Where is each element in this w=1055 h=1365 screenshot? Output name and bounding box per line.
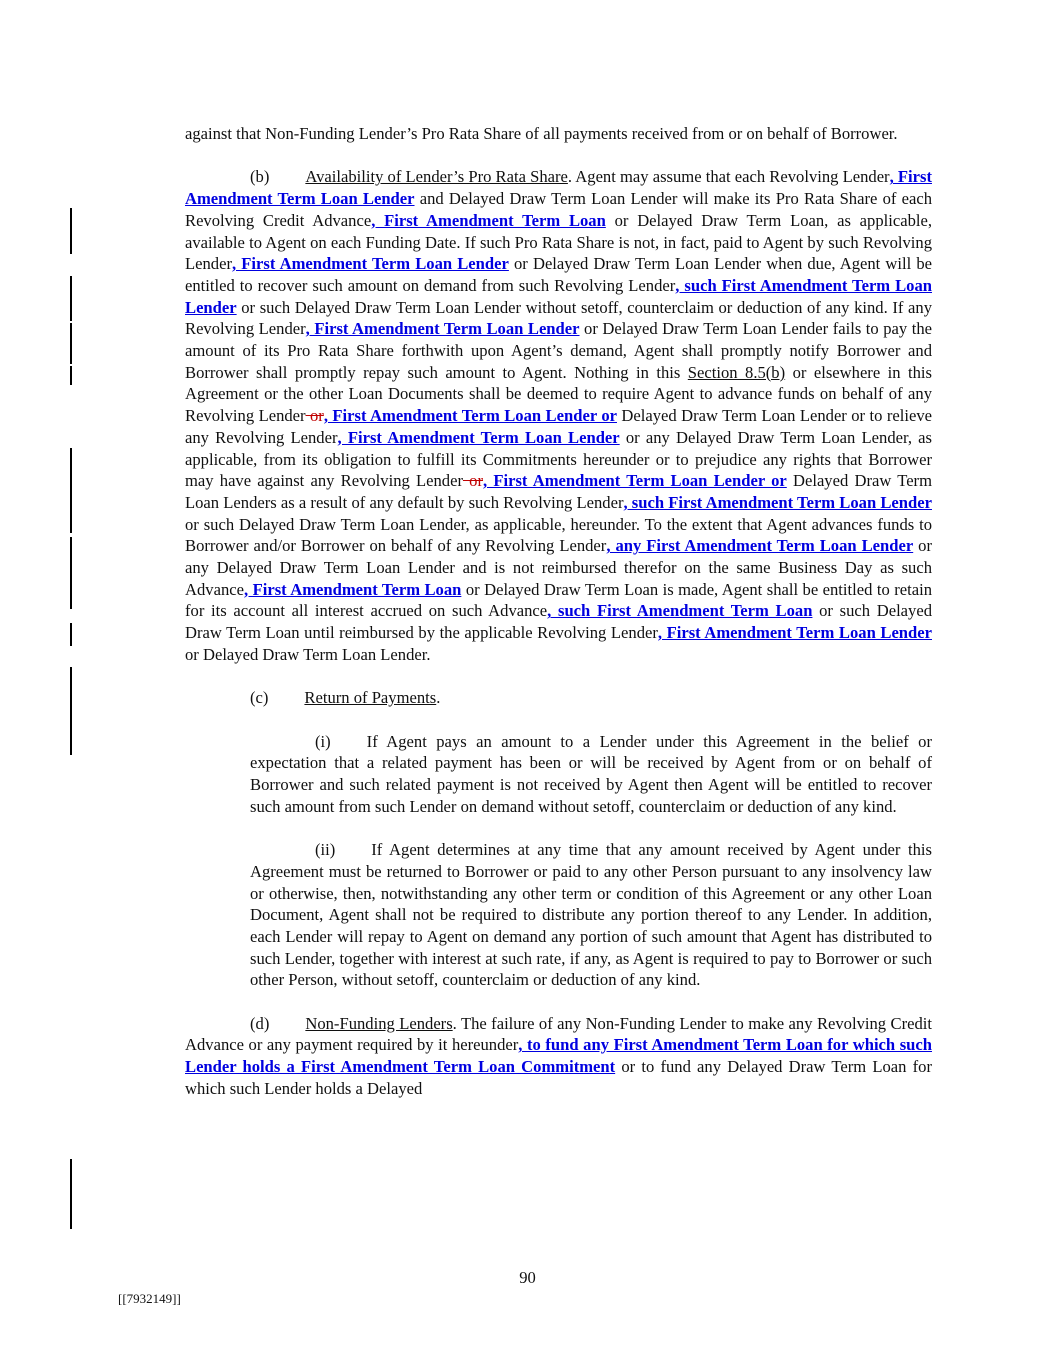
page-body-text <box>185 123 932 1121</box>
paragraph-b-availability <box>185 166 932 665</box>
text-run: or Delayed Draw Term Loan Lender. <box>185 644 431 664</box>
change-bar <box>70 323 72 364</box>
text-run: against that Non-Funding Lender’s Pro Rata Share of all payments received from or on behalf of Borrower. <box>185 124 898 143</box>
text-run: If Agent pays an amount to a Lender under this Agreement in the belief or expectation that a related payment has been or will be received by Agent from or on behalf of Borrower and such related payment is not received by Agent then Agent will be entitled to recover such amount from such Lender on demand without setoff, counterclaim or deduction of any kind. <box>250 731 932 816</box>
text-run: (b) <box>250 167 270 187</box>
text-run: or such Delayed Draw Term Loan until reimbursed by the applicable Revolving Lender <box>185 601 933 643</box>
text-run: . Agent may assume that each Revolving Lender <box>567 167 890 187</box>
text-run: Section 8.5(b) <box>687 362 786 382</box>
text-run: , such First Amendment Term Loan Lender <box>623 492 932 512</box>
document-id-tag: [[7932149]] <box>118 1291 181 1306</box>
text-run: (ii) <box>315 840 336 860</box>
text-run: , First Amendment Term Loan Lender <box>232 254 509 274</box>
text-run: , First Amendment Term Loan <box>243 579 462 599</box>
text-run: or Delayed Draw Term Loan is made, Agent shall be entitled to retain for its account all interest accrued on such Advance <box>185 579 932 621</box>
paragraph-c-ii <box>250 839 932 991</box>
text-run: , First Amendment Term Loan Lender <box>185 167 932 209</box>
page-number: 90 <box>519 1268 536 1287</box>
change-bar <box>70 276 72 321</box>
change-bar <box>70 667 72 755</box>
text-run: or Delayed Draw Term Loan, as applicable, available to Agent on each Funding Date. If such Pro Rata Share is not, in fact, paid to Agent by such Revolving Lender <box>185 210 933 274</box>
text-run: If Agent determines at any time that any amount received by Agent under this Agreement must be returned to Borrower or paid to any other Person pursuant to any insolvency law or otherwise, then, notwithstanding any other term or condition of this Agreement or any other Loan Document, Agent shall not be required to distribute any portion thereof to any Lender. In addition, each Lender will repay to Agent on demand any portion of such amount that Agent has distributed to such Lender, together with interest at such rate, if any, as Agent is required to pay to Borrower or such other Person, without setoff, counterclaim or deduction of any kind. <box>250 840 932 990</box>
text-run: , First Amendment Term Loan Lender <box>657 623 932 643</box>
text-run: or Delayed Draw Term Loan Lender fails to pay the amount of its Pro Rata Share forthwith upon Agent’s demand, Agent shall promptly notify Borrower and Borrower shall promptly repay such amount to Agent. Nothing in this <box>185 319 932 382</box>
text-run: , to fund any First Amendment Term Loan for which such Lender holds a First Amendment Term Loan Commitment <box>185 1035 932 1077</box>
text-run: , First Amendment Term Loan Lender or <box>483 471 787 491</box>
text-run: or any Delayed Draw Term Loan Lender and is not reimbursed therefor on the same Business Day as such Advance <box>185 536 932 599</box>
text-run: . <box>436 688 441 708</box>
change-bar <box>70 448 72 533</box>
text-run: Delayed Draw Term Loan Lender or to relieve any Revolving Lender <box>185 406 932 447</box>
change-bar <box>70 366 72 385</box>
text-run: . The failure of any Non-Funding Lender to make any Revolving Credit Advance or any payment required by it hereunder <box>185 1013 932 1055</box>
text-run: or such Delayed Draw Term Loan Lender, as applicable, hereunder. To the extent that Agent advances funds to Borrower and/or Borrower on behalf of any Revolving Lender <box>185 514 932 556</box>
text-run: , such First Amendment Term Loan Lender <box>185 275 932 317</box>
text-run: Non-Funding Lenders <box>305 1013 453 1033</box>
change-bar <box>70 537 72 609</box>
text-run: Availability of Lender’s Pro Rata Share <box>305 167 568 187</box>
text-run: Delayed Draw Term Loan Lenders as a result of any default by such Revolving Lender <box>185 471 932 512</box>
text-run: or such Delayed Draw Term Loan Lender without setoff, counterclaim or deduction of any kind. If any Revolving Lender <box>185 297 932 339</box>
change-bar <box>70 208 72 254</box>
text-run: or <box>462 471 484 491</box>
text-run: , First Amendment Term Loan Lender <box>337 427 620 447</box>
text-run: or elsewhere in this Agreement or the other Loan Documents shall be deemed to require Agent to advance funds on behalf of any Revolving Lender <box>185 362 932 426</box>
text-run: and Delayed Draw Term Loan Lender will make its Pro Rata Share of each Revolving Credit Advance <box>185 189 932 230</box>
paragraph-continuation <box>185 123 932 145</box>
change-bar <box>70 1159 72 1229</box>
text-run: or to fund any Delayed Draw Term Loan for which such Lender holds a Delayed <box>185 1057 932 1098</box>
paragraph-c-i <box>250 731 932 818</box>
change-bar <box>70 623 72 646</box>
text-run: or any Delayed Draw Term Loan Lender, as applicable, from its obligation to fulfill its Commitments hereunder or to prejudice any rights that Borrower may have against any Revolving Lender <box>185 427 933 491</box>
text-run: (i) <box>315 731 331 751</box>
text-run: , First Amendment Term Loan Lender <box>305 319 580 339</box>
paragraph-c-return-of-payments <box>185 687 932 709</box>
text-run: , First Amendment Term Loan <box>371 210 606 230</box>
text-run: (c) <box>250 688 269 708</box>
text-run: , such First Amendment Term Loan <box>547 601 813 621</box>
text-run: , First Amendment Term Loan Lender or <box>323 406 617 426</box>
text-run: (d) <box>250 1013 270 1033</box>
paragraph-d-non-funding-lenders <box>185 1013 932 1100</box>
text-run: or Delayed Draw Term Loan Lender when due, Agent will be entitled to recover such amount on demand from such Revolving Lender <box>185 254 932 295</box>
text-run: , any First Amendment Term Loan Lender <box>606 536 914 556</box>
text-run: Return of Payments <box>304 688 437 708</box>
text-run: or <box>305 406 324 426</box>
